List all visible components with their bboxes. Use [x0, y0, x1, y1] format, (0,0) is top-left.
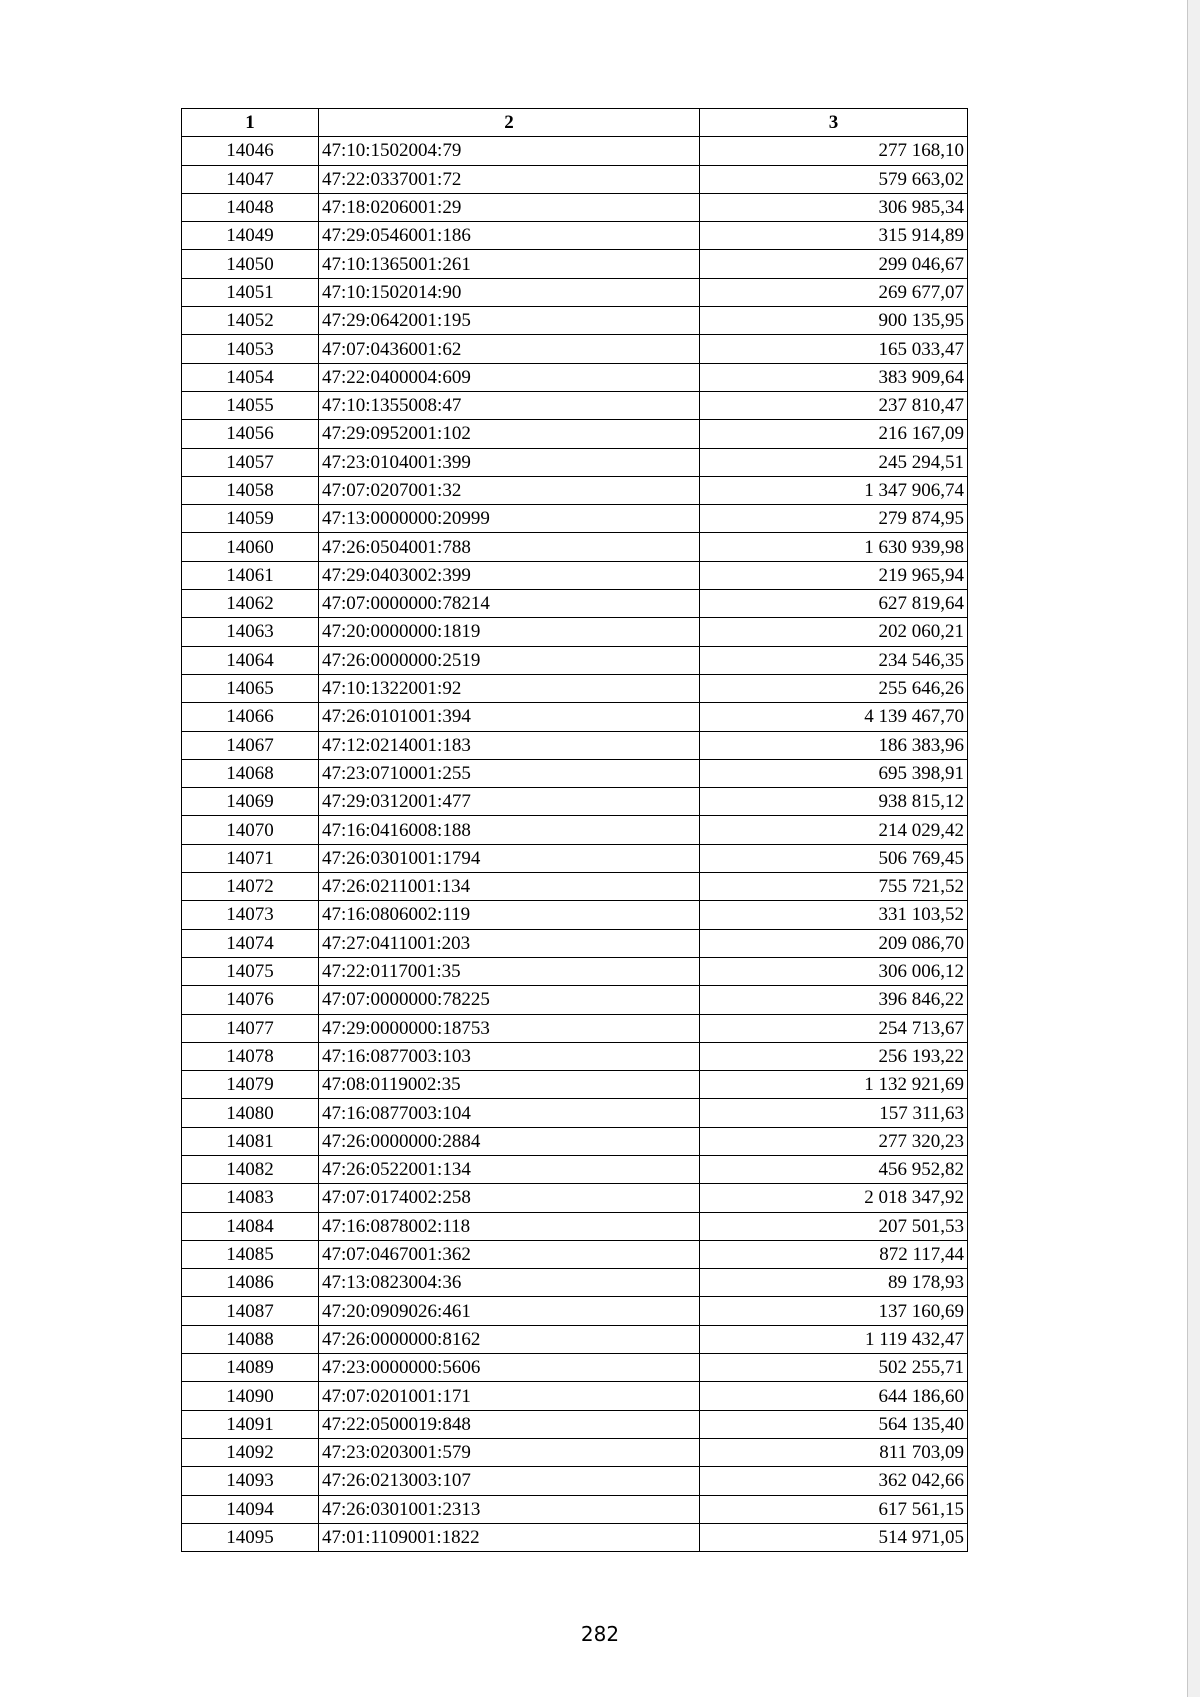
table-row	[182, 1523, 968, 1551]
row-number-cell: 14086	[182, 1269, 319, 1297]
table-row	[182, 420, 968, 448]
row-number-cell: 14049	[182, 222, 319, 250]
cadastral-number-cell: 47:26:0000000:2884	[319, 1127, 700, 1155]
cadastral-number-cell: 47:10:1365001:261	[319, 250, 700, 278]
row-number-cell: 14081	[182, 1127, 319, 1155]
row-number-cell: 14059	[182, 505, 319, 533]
cadastral-number-cell: 47:29:0000000:18753	[319, 1014, 700, 1042]
row-number-cell: 14065	[182, 674, 319, 702]
cadastral-number-cell: 47:13:0000000:20999	[319, 505, 700, 533]
value-cell: 245 294,51	[700, 448, 968, 476]
table-row	[182, 1354, 968, 1382]
row-number-cell: 14048	[182, 193, 319, 221]
cadastral-number-cell: 47:12:0214001:183	[319, 731, 700, 759]
row-number-cell: 14077	[182, 1014, 319, 1042]
cadastral-number-cell: 47:07:0467001:362	[319, 1240, 700, 1268]
row-number-cell: 14051	[182, 278, 319, 306]
row-number-cell: 14055	[182, 391, 319, 419]
row-number-cell: 14068	[182, 759, 319, 787]
table-row	[182, 703, 968, 731]
row-number-cell: 14074	[182, 929, 319, 957]
row-number-cell: 14052	[182, 307, 319, 335]
value-cell: 627 819,64	[700, 590, 968, 618]
value-cell: 315 914,89	[700, 222, 968, 250]
row-number-cell: 14060	[182, 533, 319, 561]
cadastral-number-cell: 47:22:0400004:609	[319, 363, 700, 391]
table-row	[182, 731, 968, 759]
cadastral-number-cell: 47:26:0000000:8162	[319, 1325, 700, 1353]
cadastral-number-cell: 47:07:0000000:78214	[319, 590, 700, 618]
row-number-cell: 14091	[182, 1410, 319, 1438]
table-row	[182, 1467, 968, 1495]
table-row	[182, 391, 968, 419]
table-row	[182, 222, 968, 250]
table-row	[182, 646, 968, 674]
cadastral-number-cell: 47:18:0206001:29	[319, 193, 700, 221]
cadastral-number-cell: 47:01:1109001:1822	[319, 1523, 700, 1551]
cadastral-number-cell: 47:20:0000000:1819	[319, 618, 700, 646]
row-number-cell: 14087	[182, 1297, 319, 1325]
table-row	[182, 674, 968, 702]
value-cell: 255 646,26	[700, 674, 968, 702]
cadastral-number-cell: 47:26:0301001:1794	[319, 844, 700, 872]
value-cell: 137 160,69	[700, 1297, 968, 1325]
table-row	[182, 561, 968, 589]
value-cell: 256 193,22	[700, 1042, 968, 1070]
page-edge	[1187, 0, 1200, 1697]
row-number-cell: 14088	[182, 1325, 319, 1353]
table-row	[182, 476, 968, 504]
cadastral-number-cell: 47:26:0211001:134	[319, 873, 700, 901]
row-number-cell: 14067	[182, 731, 319, 759]
cadastral-number-cell: 47:20:0909026:461	[319, 1297, 700, 1325]
table-row	[182, 1495, 968, 1523]
value-cell: 1 132 921,69	[700, 1071, 968, 1099]
cadastral-number-cell: 47:26:0522001:134	[319, 1155, 700, 1183]
table-row	[182, 1184, 968, 1212]
cadastral-number-cell: 47:07:0207001:32	[319, 476, 700, 504]
value-cell: 644 186,60	[700, 1382, 968, 1410]
table-row	[182, 1382, 968, 1410]
row-number-cell: 14092	[182, 1438, 319, 1466]
table-row	[182, 1297, 968, 1325]
table-row	[182, 1212, 968, 1240]
row-number-cell: 14090	[182, 1382, 319, 1410]
value-cell: 362 042,66	[700, 1467, 968, 1495]
value-cell: 331 103,52	[700, 901, 968, 929]
table-row	[182, 335, 968, 363]
column-header-1: 1	[182, 109, 319, 137]
value-cell: 564 135,40	[700, 1410, 968, 1438]
cadastral-number-cell: 47:29:0403002:399	[319, 561, 700, 589]
value-cell: 234 546,35	[700, 646, 968, 674]
table-row	[182, 816, 968, 844]
row-number-cell: 14082	[182, 1155, 319, 1183]
row-number-cell: 14066	[182, 703, 319, 731]
cadastral-number-cell: 47:07:0436001:62	[319, 335, 700, 363]
value-cell: 1 347 906,74	[700, 476, 968, 504]
cadastral-number-cell: 47:26:0301001:2313	[319, 1495, 700, 1523]
table-row	[182, 533, 968, 561]
row-number-cell: 14061	[182, 561, 319, 589]
row-number-cell: 14083	[182, 1184, 319, 1212]
table-row	[182, 1042, 968, 1070]
table-row	[182, 1240, 968, 1268]
table-row	[182, 873, 968, 901]
cadastral-number-cell: 47:23:0104001:399	[319, 448, 700, 476]
row-number-cell: 14070	[182, 816, 319, 844]
value-cell: 306 985,34	[700, 193, 968, 221]
column-header-2: 2	[319, 109, 700, 137]
row-number-cell: 14075	[182, 957, 319, 985]
value-cell: 900 135,95	[700, 307, 968, 335]
cadastral-number-cell: 47:10:1502014:90	[319, 278, 700, 306]
row-number-cell: 14058	[182, 476, 319, 504]
table-row	[182, 307, 968, 335]
table-row	[182, 901, 968, 929]
value-cell: 456 952,82	[700, 1155, 968, 1183]
value-cell: 277 320,23	[700, 1127, 968, 1155]
table-row	[182, 278, 968, 306]
value-cell: 755 721,52	[700, 873, 968, 901]
row-number-cell: 14076	[182, 986, 319, 1014]
value-cell: 1 119 432,47	[700, 1325, 968, 1353]
table-row	[182, 618, 968, 646]
row-number-cell: 14047	[182, 165, 319, 193]
value-cell: 938 815,12	[700, 788, 968, 816]
table-row	[182, 929, 968, 957]
cadastral-number-cell: 47:29:0546001:186	[319, 222, 700, 250]
row-number-cell: 14078	[182, 1042, 319, 1070]
cadastral-number-cell: 47:26:0213003:107	[319, 1467, 700, 1495]
table-row	[182, 250, 968, 278]
row-number-cell: 14071	[182, 844, 319, 872]
row-number-cell: 14080	[182, 1099, 319, 1127]
value-cell: 579 663,02	[700, 165, 968, 193]
cadastral-number-cell: 47:22:0117001:35	[319, 957, 700, 985]
row-number-cell: 14072	[182, 873, 319, 901]
table-row	[182, 165, 968, 193]
cadastral-number-cell: 47:16:0416008:188	[319, 816, 700, 844]
cadastral-number-cell: 47:29:0952001:102	[319, 420, 700, 448]
table-row	[182, 1014, 968, 1042]
value-cell: 695 398,91	[700, 759, 968, 787]
row-number-cell: 14069	[182, 788, 319, 816]
value-cell: 157 311,63	[700, 1099, 968, 1127]
value-cell: 207 501,53	[700, 1212, 968, 1240]
table-row	[182, 590, 968, 618]
value-cell: 2 018 347,92	[700, 1184, 968, 1212]
cadastral-number-cell: 47:07:0174002:258	[319, 1184, 700, 1212]
table-body	[182, 137, 968, 1552]
value-cell: 396 846,22	[700, 986, 968, 1014]
row-number-cell: 14094	[182, 1495, 319, 1523]
value-cell: 502 255,71	[700, 1354, 968, 1382]
value-cell: 872 117,44	[700, 1240, 968, 1268]
table-row	[182, 193, 968, 221]
cadastral-number-cell: 47:23:0000000:5606	[319, 1354, 700, 1382]
value-cell: 383 909,64	[700, 363, 968, 391]
table-row	[182, 1410, 968, 1438]
value-cell: 306 006,12	[700, 957, 968, 985]
row-number-cell: 14063	[182, 618, 319, 646]
cadastral-number-cell: 47:16:0878002:118	[319, 1212, 700, 1240]
table-row	[182, 505, 968, 533]
value-cell: 165 033,47	[700, 335, 968, 363]
value-cell: 4 139 467,70	[700, 703, 968, 731]
value-cell: 617 561,15	[700, 1495, 968, 1523]
value-cell: 214 029,42	[700, 816, 968, 844]
value-cell: 811 703,09	[700, 1438, 968, 1466]
value-cell: 506 769,45	[700, 844, 968, 872]
cadastral-number-cell: 47:16:0877003:103	[319, 1042, 700, 1070]
registry-table	[181, 108, 968, 1552]
cadastral-number-cell: 47:23:0710001:255	[319, 759, 700, 787]
table-header	[182, 109, 968, 137]
table-row	[182, 1155, 968, 1183]
value-cell: 514 971,05	[700, 1523, 968, 1551]
row-number-cell: 14079	[182, 1071, 319, 1099]
value-cell: 277 168,10	[700, 137, 968, 165]
cadastral-number-cell: 47:26:0000000:2519	[319, 646, 700, 674]
row-number-cell: 14056	[182, 420, 319, 448]
value-cell: 219 965,94	[700, 561, 968, 589]
cadastral-number-cell: 47:26:0504001:788	[319, 533, 700, 561]
value-cell: 186 383,96	[700, 731, 968, 759]
table-row	[182, 137, 968, 165]
row-number-cell: 14053	[182, 335, 319, 363]
table-row	[182, 957, 968, 985]
cadastral-number-cell: 47:07:0000000:78225	[319, 986, 700, 1014]
value-cell: 279 874,95	[700, 505, 968, 533]
table-row	[182, 1127, 968, 1155]
row-number-cell: 14095	[182, 1523, 319, 1551]
value-cell: 269 677,07	[700, 278, 968, 306]
table-row	[182, 986, 968, 1014]
row-number-cell: 14050	[182, 250, 319, 278]
cadastral-number-cell: 47:16:0806002:119	[319, 901, 700, 929]
table-row	[182, 788, 968, 816]
value-cell: 209 086,70	[700, 929, 968, 957]
cadastral-number-cell: 47:13:0823004:36	[319, 1269, 700, 1297]
table-row	[182, 759, 968, 787]
table-row	[182, 448, 968, 476]
value-cell: 299 046,67	[700, 250, 968, 278]
cadastral-number-cell: 47:22:0500019:848	[319, 1410, 700, 1438]
row-number-cell: 14089	[182, 1354, 319, 1382]
table-row	[182, 1099, 968, 1127]
page-number: 282	[580, 1622, 620, 1646]
table-row	[182, 1438, 968, 1466]
row-number-cell: 14073	[182, 901, 319, 929]
cadastral-number-cell: 47:10:1322001:92	[319, 674, 700, 702]
header-row	[182, 109, 968, 137]
row-number-cell: 14062	[182, 590, 319, 618]
value-cell: 1 630 939,98	[700, 533, 968, 561]
row-number-cell: 14057	[182, 448, 319, 476]
row-number-cell: 14046	[182, 137, 319, 165]
row-number-cell: 14084	[182, 1212, 319, 1240]
cadastral-number-cell: 47:07:0201001:171	[319, 1382, 700, 1410]
cadastral-number-cell: 47:29:0642001:195	[319, 307, 700, 335]
value-cell: 202 060,21	[700, 618, 968, 646]
value-cell: 254 713,67	[700, 1014, 968, 1042]
table-row	[182, 844, 968, 872]
cadastral-number-cell: 47:08:0119002:35	[319, 1071, 700, 1099]
row-number-cell: 14054	[182, 363, 319, 391]
cadastral-number-cell: 47:27:0411001:203	[319, 929, 700, 957]
value-cell: 89 178,93	[700, 1269, 968, 1297]
cadastral-number-cell: 47:26:0101001:394	[319, 703, 700, 731]
row-number-cell: 14085	[182, 1240, 319, 1268]
value-cell: 237 810,47	[700, 391, 968, 419]
table-row	[182, 1325, 968, 1353]
row-number-cell: 14064	[182, 646, 319, 674]
value-cell: 216 167,09	[700, 420, 968, 448]
table-row	[182, 363, 968, 391]
cadastral-number-cell: 47:16:0877003:104	[319, 1099, 700, 1127]
column-header-3: 3	[700, 109, 968, 137]
cadastral-number-cell: 47:10:1502004:79	[319, 137, 700, 165]
cadastral-number-cell: 47:22:0337001:72	[319, 165, 700, 193]
table-row	[182, 1269, 968, 1297]
cadastral-number-cell: 47:29:0312001:477	[319, 788, 700, 816]
cadastral-number-cell: 47:23:0203001:579	[319, 1438, 700, 1466]
table-row	[182, 1071, 968, 1099]
row-number-cell: 14093	[182, 1467, 319, 1495]
cadastral-number-cell: 47:10:1355008:47	[319, 391, 700, 419]
